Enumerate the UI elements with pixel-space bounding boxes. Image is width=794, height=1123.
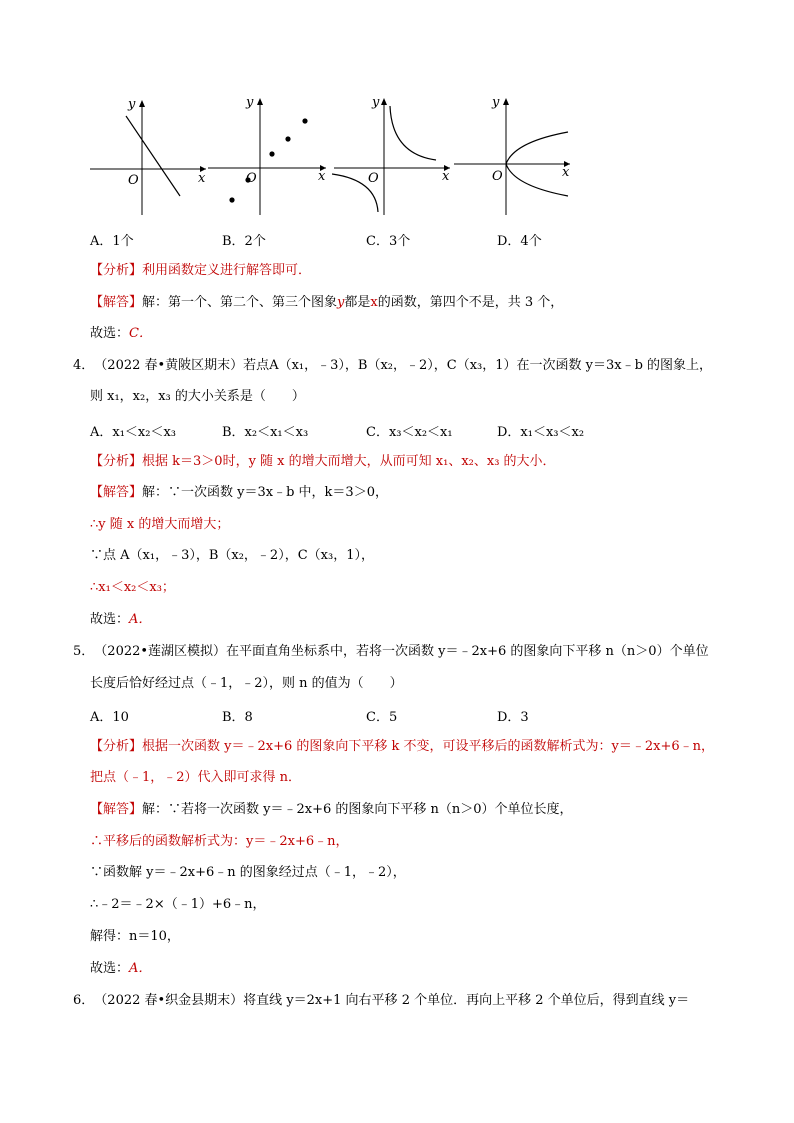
q3-option-a: A．1个 [90, 234, 134, 249]
answer-tag: 【解答】 [90, 485, 143, 500]
q5-option-b: B．8 [222, 710, 253, 725]
graph-3-origin: O [368, 171, 379, 186]
q5-answer-line4: ∴﹣2＝﹣2×（﹣1）+6﹣n， [90, 897, 266, 912]
graph-1-x-label: x [198, 171, 206, 186]
q4-answer-line2: ∴y 随 x 的增大而增大； [90, 517, 230, 532]
question-text: （2022•莲湖区模拟）在平面直角坐标系中，若将一次函数 y＝﹣2x+6 的图象向下平移 n（n＞0）个单位 [100, 644, 709, 659]
choose-letter: A． [129, 961, 152, 976]
q3-analysis [90, 262, 311, 280]
q5-choose [90, 960, 151, 978]
graph-1 [88, 96, 208, 218]
q4-option-d: D．x₁＜x₃＜x₂ [497, 425, 585, 440]
answer-var: y [337, 295, 345, 310]
graph-4-y-label: y [492, 95, 500, 110]
graph-2-point [269, 151, 274, 156]
question-number: 4． [73, 358, 88, 373]
analysis-text: 根据 k＝3＞0时，y 随 x 的增大而增大，从而可知 x₁、x₂、x₃ 的大小． [142, 454, 556, 469]
q4-answer [90, 484, 388, 502]
q4-answer-line4: ∴x₁＜x₂＜x₃； [90, 580, 175, 595]
graph-4 [452, 94, 576, 218]
graph-2 [206, 94, 330, 218]
graph-2-point [285, 136, 290, 141]
choose-letter: A． [129, 612, 152, 627]
graph-3-branch-upper [390, 106, 436, 160]
q5-option-a: A．10 [90, 710, 129, 725]
q4-choose [90, 611, 151, 629]
question-text: （2022 春•织金县期末）将直线 y＝2x+1 向右平移 2 个单位．再向上平移 2 个单位后，得到直线 y＝ [100, 993, 690, 1008]
graph-1-origin: O [128, 173, 139, 188]
analysis-tag: 【分析】 [90, 263, 143, 278]
analysis-tag: 【分析】 [90, 454, 143, 469]
question-number: 5． [73, 644, 88, 659]
graph-3-x-label: x [442, 169, 450, 184]
graph-2-origin: O [246, 171, 257, 186]
q5-option-c: C．5 [366, 710, 398, 725]
answer-text: 的函数，第四个不是，共 3 个， [377, 295, 564, 310]
q3-option-b: B．2个 [222, 234, 266, 249]
q5-answer-line3: ∵函数解 y＝﹣2x+6﹣n 的图象经过点（﹣1，﹣2）， [90, 865, 406, 880]
q4-option-a: A．x₁＜x₂＜x₃ [90, 425, 177, 440]
graph-3 [332, 94, 456, 218]
q4-stem [73, 357, 712, 375]
analysis-text: 根据一次函数 y＝﹣2x+6 的图象向下平移 k 不变，可设平移后的函数解析式为：y＝﹣2x+6﹣n， [142, 739, 715, 754]
question-text: A（x₁，﹣3），B（x₂，﹣2），C（x₃，1）在一次函数 y＝3x﹣b 的图象上， [269, 358, 713, 373]
answer-text: 解：∵若将一次函数 y＝﹣2x+6 的图象向下平移 n（n＞0）个单位长度， [142, 802, 573, 817]
q3-option-c: C．3个 [366, 234, 411, 249]
choose-label: 故选： [90, 612, 130, 627]
graph-3-y-label: y [372, 95, 380, 110]
answer-tag: 【解答】 [90, 802, 143, 817]
graph-2-point [229, 197, 234, 202]
q5-answer [90, 801, 573, 819]
q5-answer-line5: 解得：n＝10， [90, 929, 180, 944]
q4-answer-line3: ∵点 A（x₁，﹣3），B（x₂，﹣2），C（x₃，1）， [90, 548, 374, 563]
graph-2-point [302, 118, 307, 123]
answer-text: 解：第一个、第二个、第三个图象 [142, 295, 338, 310]
q4-option-b: B．x₂＜x₁＜x₃ [222, 425, 309, 440]
q5-option-d: D．3 [497, 710, 529, 725]
graph-4-origin: O [492, 169, 503, 184]
answer-text: 都是 [344, 295, 371, 310]
answer-tag: 【解答】 [90, 295, 143, 310]
answer-var: x [370, 295, 378, 310]
graph-2-x-label: x [318, 169, 326, 184]
q5-stem [73, 643, 709, 661]
analysis-text: 利用函数定义进行解答即可． [142, 263, 312, 278]
choose-label: 故选： [90, 961, 130, 976]
choose-letter: C． [129, 326, 152, 341]
graph-1-y-label: y [128, 97, 136, 112]
answer-text: 解：∵一次函数 y＝3x﹣b 中，k＝3＞0， [142, 485, 388, 500]
q3-choose [90, 325, 152, 343]
q3-option-d: D．4个 [497, 234, 542, 249]
q5-analysis-line2: 把点（﹣1，﹣2）代入即可求得 n． [90, 770, 302, 785]
graph-4-x-label: x [562, 165, 570, 180]
q5-analysis [90, 738, 714, 756]
q5-stem-cont: 长度后恰好经过点（﹣1，﹣2），则 n 的值为（ ） [90, 676, 403, 691]
q6-stem [73, 992, 689, 1010]
q4-stem-cont: 则 x₁，x₂，x₃ 的大小关系是（ ） [90, 389, 305, 404]
q3-answer [90, 294, 563, 312]
question-source: （2022 春•黄陂区期末）若点 [100, 358, 270, 373]
q4-option-c: C．x₃＜x₂＜x₁ [366, 425, 453, 440]
analysis-tag: 【分析】 [90, 739, 143, 754]
q4-analysis [90, 453, 556, 471]
choose-label: 故选： [90, 326, 130, 341]
graph-2-y-label: y [246, 95, 254, 110]
question-number: 6． [73, 993, 88, 1008]
q5-answer-line2: ∴平移后的函数解析式为：y＝﹣2x+6﹣n， [90, 834, 349, 849]
